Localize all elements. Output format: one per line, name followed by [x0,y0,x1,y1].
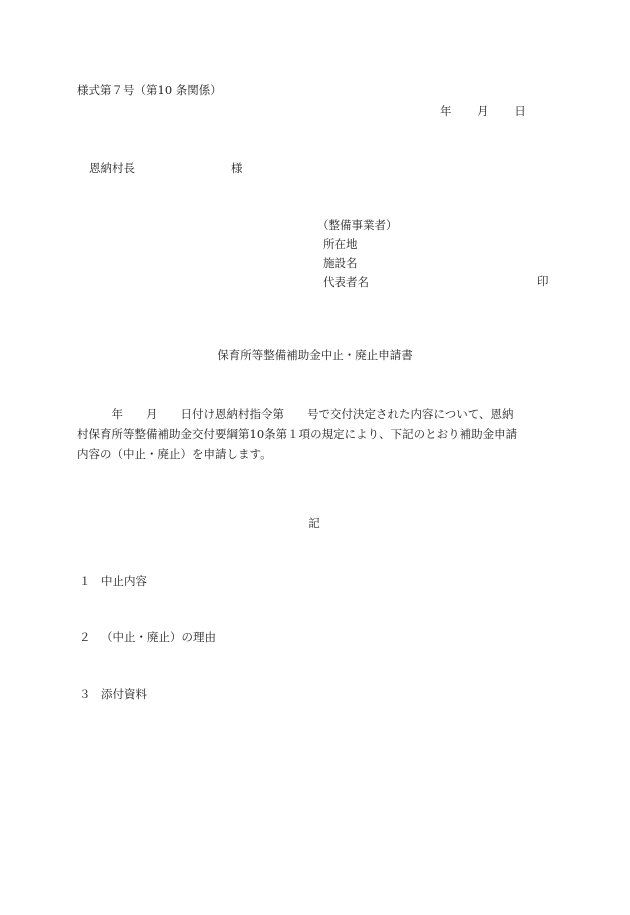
item-label: 添付資料 [101,687,147,701]
item-label: （中止・廃止）の理由 [101,630,216,644]
body-text [77,404,557,464]
body-line-2: 村保育所等整備補助金交付要綱第10条第１項の規定により、下記のとおり補助金申請 [77,427,518,441]
date-year-label: 年 [440,104,452,118]
item-number: ２ [79,630,91,644]
item-label: 中止内容 [101,574,147,588]
applicant-address-label: 所在地 [323,237,358,251]
list-item [79,632,216,644]
list-item [79,689,147,701]
addressee-name: 恩納村長 [89,161,135,175]
item-number: １ [79,574,91,588]
addressee-honorific: 様 [231,161,243,175]
seal-mark: 印 [537,274,549,288]
date-day-label: 日 [514,104,526,118]
ki-heading: 記 [308,516,320,530]
item-number: ３ [79,687,91,701]
form-number: 様式第７号（第10 条関係） [77,83,222,97]
applicant-block [317,218,398,294]
date-line [440,106,526,118]
applicant-facility-label: 施設名 [323,256,358,270]
body-line-3: 内容の（中止・廃止）を申請します。 [77,447,272,461]
date-month-label: 月 [477,104,489,118]
list-item [79,576,147,588]
applicant-representative-label: 代表者名 [323,275,369,289]
addressee [89,163,243,175]
document-title: 保育所等整備補助金中止・廃止申請書 [217,348,413,362]
applicant-heading: （整備事業者） [317,218,398,232]
body-line-1: 年 月 日付け恩納村指令第 号で交付決定された内容について、恩納 [77,407,514,421]
